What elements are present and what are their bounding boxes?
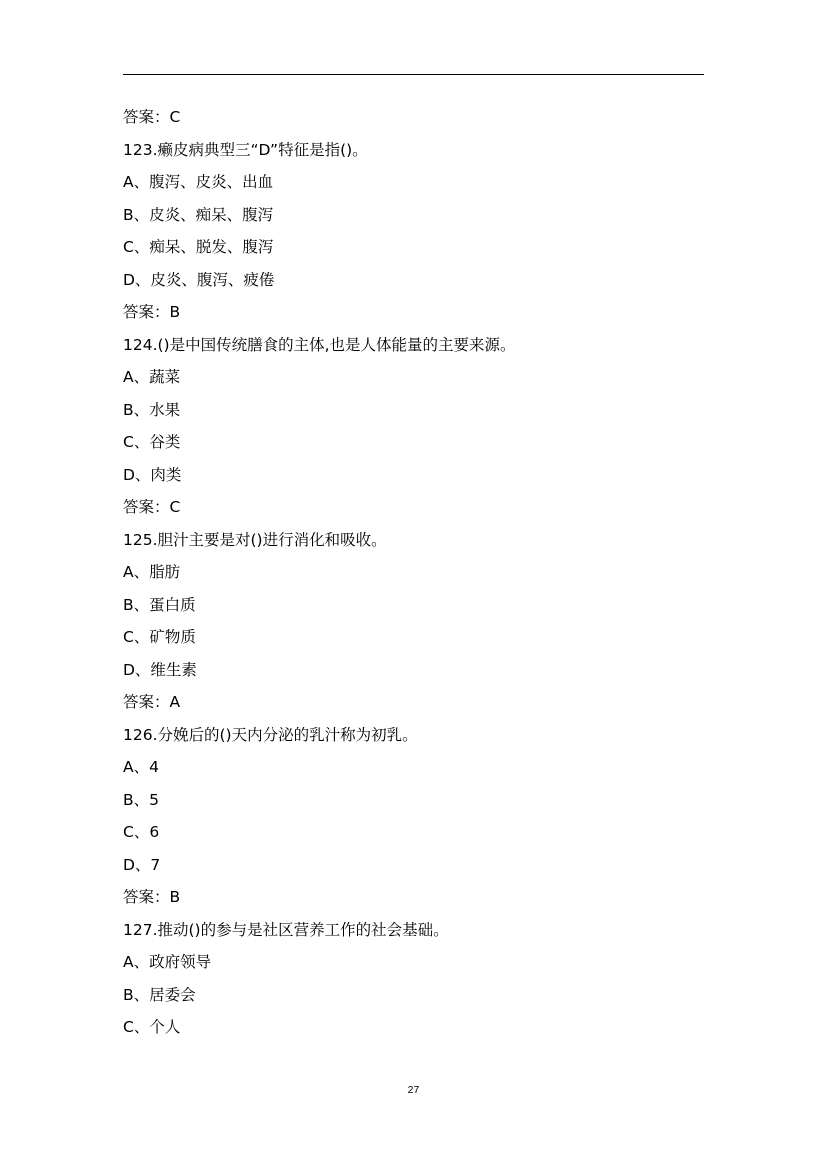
option-line: D、7	[123, 855, 161, 874]
question-123: 123.癞皮病典型三“D”特征是指()。	[123, 140, 368, 159]
option-line: B、居委会	[123, 985, 196, 1004]
page-number: 27	[407, 1084, 420, 1096]
option-line: A、蔬菜	[123, 368, 181, 386]
option-line: C、矿物质	[123, 628, 196, 646]
option-line: B、5	[123, 790, 159, 809]
answer-line: 答案：B	[123, 888, 181, 906]
header-rule	[123, 74, 704, 75]
question-127: 127.推动()的参与是社区营养工作的社会基础。	[123, 920, 449, 939]
option-line: A、腹泻、皮炎、出血	[123, 173, 274, 191]
question-124: 124.()是中国传统膳食的主体,也是人体能量的主要来源。	[123, 335, 516, 354]
option-line: D、维生素	[123, 660, 197, 679]
option-line: B、蛋白质	[123, 595, 196, 614]
option-line: C、痴呆、脱发、腹泻	[123, 238, 274, 256]
option-line: A、政府领导	[123, 953, 212, 971]
option-line: C、个人	[123, 1018, 181, 1036]
option-line: B、水果	[123, 400, 181, 419]
option-line: C、谷类	[123, 433, 181, 451]
option-line: A、4	[123, 758, 159, 776]
option-line: D、肉类	[123, 465, 182, 484]
answer-line: 答案：C	[123, 498, 181, 516]
question-125: 125.胆汁主要是对()进行消化和吸收。	[123, 530, 387, 549]
option-line: A、脂肪	[123, 563, 181, 581]
document-body	[123, 101, 704, 1044]
option-line: B、皮炎、痴呆、腹泻	[123, 205, 274, 224]
option-line: C、6	[123, 823, 160, 841]
answer-line: 答案：A	[123, 693, 181, 711]
answer-line: 答案：C	[123, 108, 181, 126]
option-line: D、皮炎、腹泻、疲倦	[123, 270, 275, 289]
answer-line: 答案：B	[123, 303, 181, 321]
question-126: 126.分娩后的()天内分泌的乳汁称为初乳。	[123, 725, 418, 744]
